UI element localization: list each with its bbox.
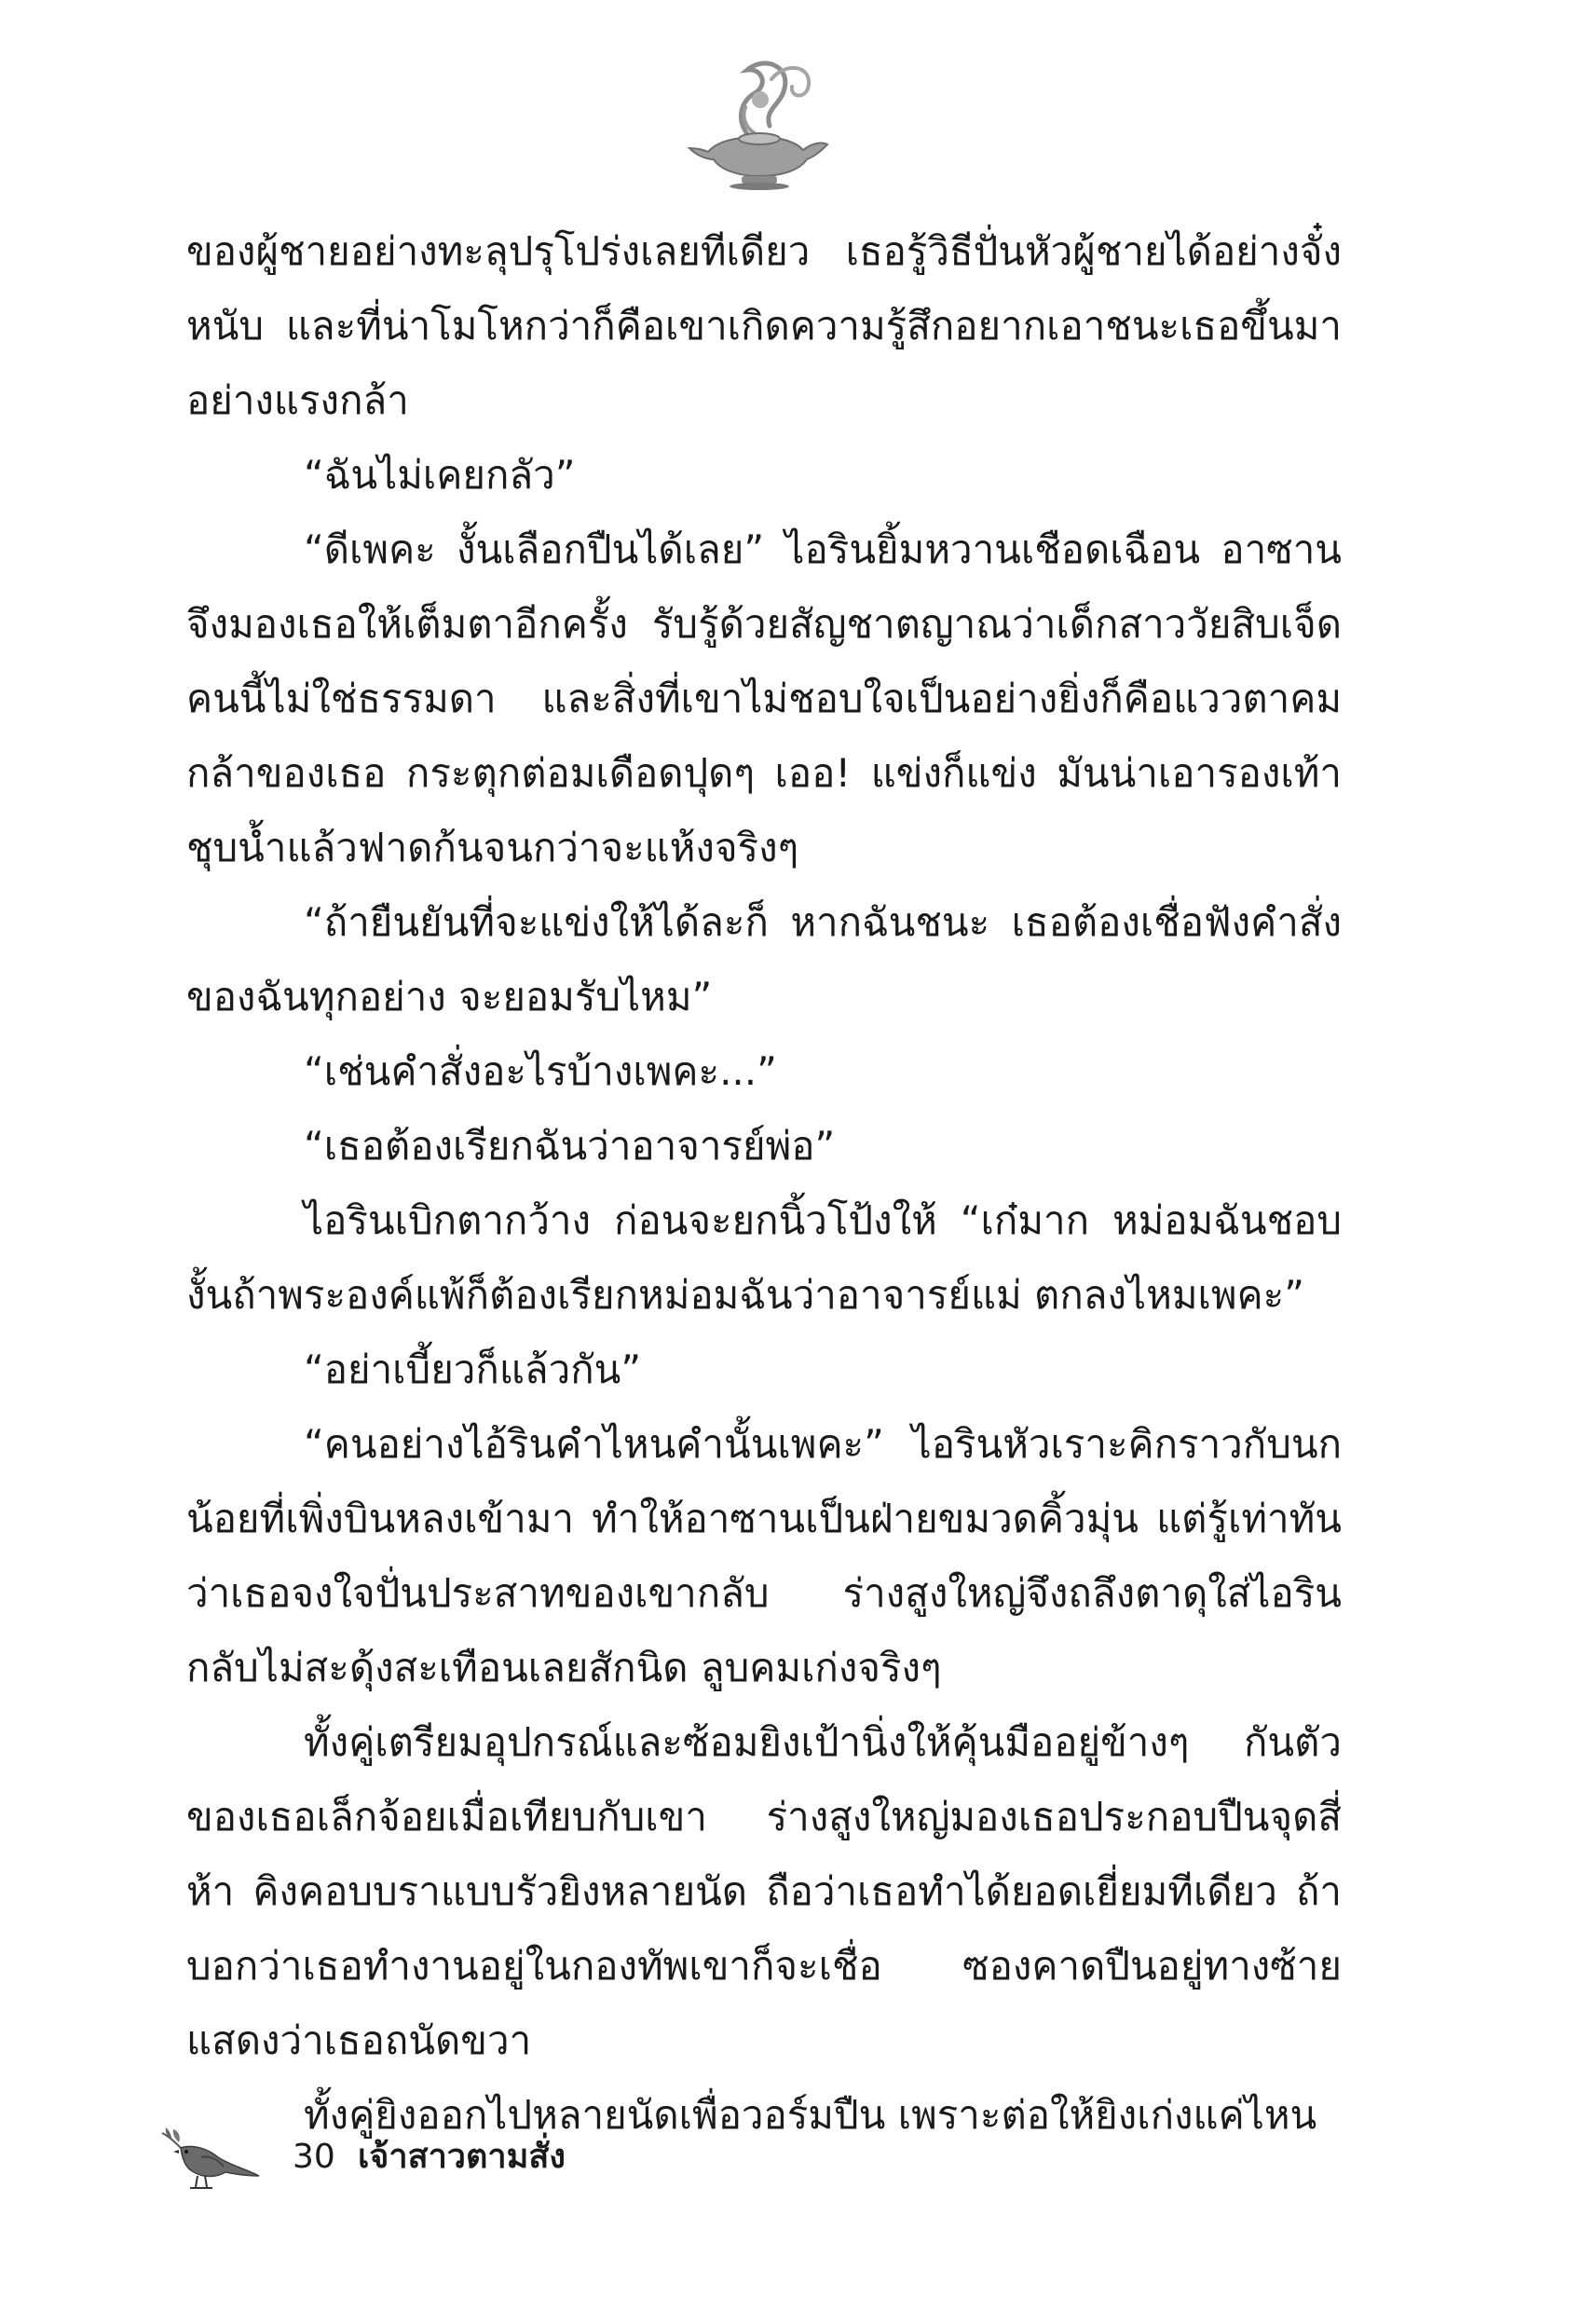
paragraph: ของผู้ชายอย่างทะลุปรุโปร่งเลยทีเดียว เธอรู้วิธีปั่นหัวผู้ชายได้อย่างจั๋งหนับ และที่น่าโมโหกว่าก็คือเขาเกิดความรู้สึกอยากเอาชนะเธอขึ้นมาอย่างแรงกล้า	[186, 228, 1342, 423]
paragraph: “เช่นคำสั่งอะไรบ้างเพคะ...”	[304, 1048, 777, 1094]
paragraph: “อย่าเบี้ยวก็แล้วกัน”	[304, 1347, 642, 1392]
page-footer	[160, 2120, 906, 2195]
body-text	[186, 214, 1342, 2153]
paragraph: “ถ้ายืนยันที่จะแข่งให้ได้ละก็ หากฉันชนะ เธอต้องเชื่อฟังคำสั่งของฉันทุกอย่าง จะยอมรับไหม”	[186, 899, 1342, 1019]
paragraph: “ฉันไม่เคยกลัว”	[304, 452, 576, 498]
book-title: เจ้าสาวตามสั่ง	[358, 2138, 566, 2176]
paragraph: “เธอต้องเรียกฉันว่าอาจารย์พ่อ”	[304, 1123, 836, 1169]
genie-lamp-icon	[680, 51, 839, 191]
paragraph: ทั้งคู่ยิงออกไปหลายนัดเพื่อวอร์มปืน เพราะต่อให้ยิงเก่งแค่ไหน	[304, 2092, 1317, 2138]
paragraph: ไอรินเบิกตากว้าง ก่อนจะยกนิ้วโป้งให้ “เก๋มาก หม่อมฉันชอบงั้นถ้าพระองค์แพ้ก็ต้องเรียกหม่อมฉันว่าอาจารย์แม่ ตกลงไหมเพคะ”	[186, 1197, 1342, 1318]
paragraph: “ดีเพคะ งั้นเลือกปืนได้เลย” ไอรินยิ้มหวานเชือดเฉือน อาซานจึงมองเธอให้เต็มตาอีกครั้ง รับรู้ด้วยสัญชาตญาณว่าเด็กสาววัยสิบเจ็ดคนนี้ไม่ใช่ธรรมดา และสิ่งที่เขาไม่ชอบใจเป็นอย่างยิ่งก็คือแววตาคมกล้าของเธอ กระตุกต่อมเดือดปุดๆ เออ! แข่งก็แข่ง มันน่าเอารองเท้าชุบน้ำแล้วฟาดก้นจนกว่าจะแห้งจริงๆ	[186, 526, 1342, 870]
paragraph: ทั้งคู่เตรียมอุปกรณ์และซ้อมยิงเป้านิ่งให้คุ้นมืออยู่ข้างๆ กันตัวของเธอเล็กจ้อยเมื่อเทียบกับเขา ร่างสูงใหญ่มองเธอประกอบปืนจุดสี่ห้า คิงคอบบราแบบรัวยิงหลายนัด ถือว่าเธอทำได้ยอดเยี่ยมทีเดียว ถ้าบอกว่าเธอทำงานอยู่ในกองทัพเขาก็จะเชื่อ ซองคาดปืนอยู่ทางซ้ายแสดงว่าเธอถนัดขวา	[186, 1719, 1342, 2063]
bird-icon	[160, 2120, 263, 2195]
page-number: 30	[293, 2138, 335, 2176]
paragraph: “คนอย่างไอ้รินคำไหนคำนั้นเพคะ” ไอรินหัวเราะคิกราวกับนกน้อยที่เพิ่งบินหลงเข้ามา ทำให้อาซานเป็นฝ่ายขมวดคิ้วมุ่น แต่รู้เท่าทันว่าเธอจงใจปั่นประสาทของเขากลับ ร่างสูงใหญ่จึงถลึงตาดุใส่ไอรินกลับไม่สะดุ้งสะเทือนเลยสักนิด ลูบคมเก่งจริงๆ	[186, 1421, 1342, 1690]
